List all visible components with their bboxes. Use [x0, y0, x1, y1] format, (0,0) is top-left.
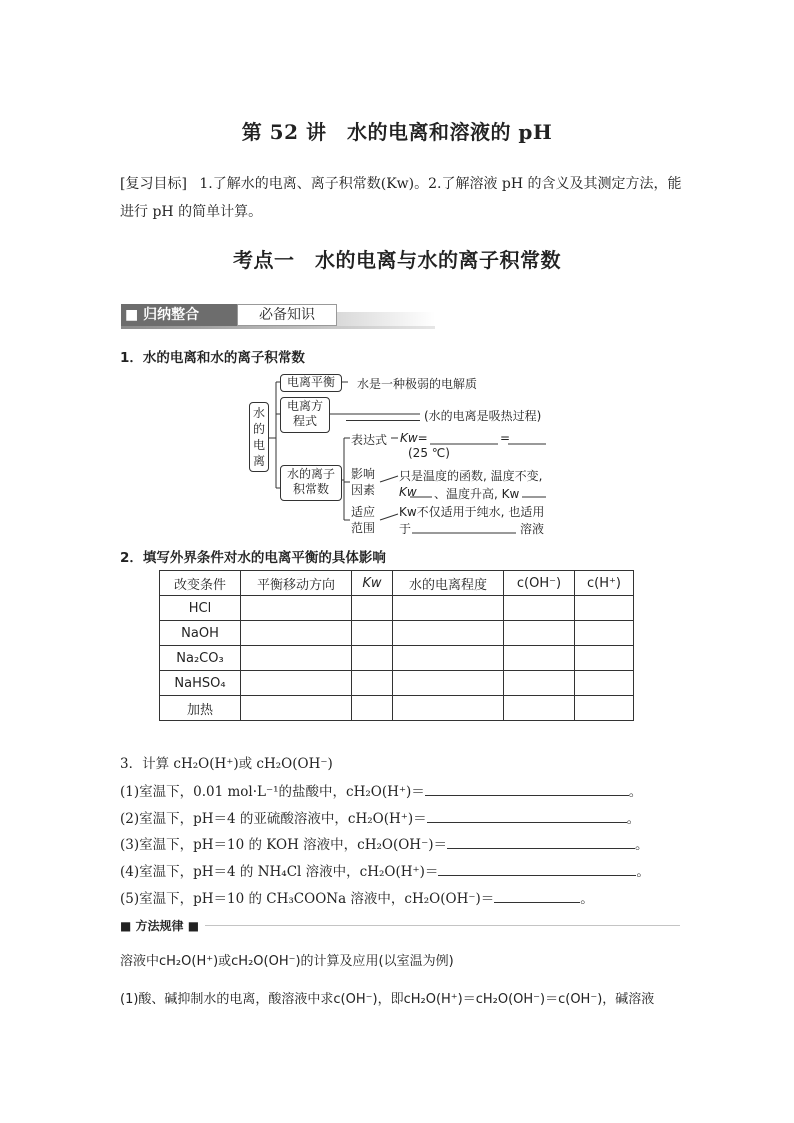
- period: 。: [580, 891, 594, 907]
- question-3: [120, 833, 648, 853]
- method-line2: (1)酸、碱抑制水的电离，酸溶液中求c(OH⁻)，即cH₂O(H⁺)＝cH₂O(OH⁻)＝c(OH⁻)，碱溶液: [120, 992, 655, 1007]
- header-cell: 改变条件: [160, 571, 241, 596]
- answer-cell[interactable]: [393, 621, 504, 646]
- question-5: [120, 887, 594, 907]
- goal-label: [复习目标]: [120, 176, 187, 192]
- branch2-text: (水的电离是吸热过程): [424, 409, 542, 423]
- effects-table: [159, 570, 634, 721]
- expr-kw: Kw=: [400, 431, 428, 445]
- answer-cell[interactable]: [575, 671, 634, 696]
- header-cell: 水的电离程度: [393, 571, 504, 596]
- scope-line2a: 于: [399, 522, 412, 536]
- answer-cell[interactable]: [241, 696, 352, 721]
- answer-blank[interactable]: [494, 890, 580, 903]
- table-row: [160, 596, 634, 621]
- expr-eq: =: [500, 431, 511, 445]
- influence-line1: 只是温度的函数, 温度不变,: [399, 469, 543, 483]
- answer-cell[interactable]: [575, 596, 634, 621]
- answer-blank[interactable]: [447, 836, 635, 849]
- answer-cell[interactable]: [575, 696, 634, 721]
- question-text: (1)室温下，0.01 mol·L⁻¹的盐酸中，cH₂O(H⁺)＝: [120, 784, 425, 800]
- answer-cell[interactable]: [504, 596, 575, 621]
- expr-temp: (25 ℃): [408, 446, 450, 460]
- answer-cell[interactable]: [575, 621, 634, 646]
- branch-ionization-equilibrium: 电离平衡: [280, 374, 342, 392]
- answer-cell[interactable]: [241, 596, 352, 621]
- branch1-text: 水是一种极弱的电解质: [357, 377, 478, 391]
- question-text: (2)室温下，pH＝4 的亚硫酸溶液中，cH₂O(H⁺)＝: [120, 811, 427, 827]
- answer-cell[interactable]: [352, 671, 393, 696]
- header-cell: 平衡移动方向: [241, 571, 352, 596]
- section-title: 考点一 水的电离与水的离子积常数: [233, 248, 561, 272]
- answer-cell[interactable]: [504, 671, 575, 696]
- question-2: [120, 807, 640, 827]
- blank-equation[interactable]: [346, 408, 420, 421]
- scope-line2b: 溶液: [520, 522, 545, 536]
- branch-ion-product: 水的离子积常数: [280, 465, 342, 501]
- condition-cell: NaHSO₄: [160, 671, 241, 696]
- banner-summary: ■ 归纳整合: [121, 304, 237, 326]
- method-line1: 溶液中cH₂O(H⁺)或cH₂O(OH⁻)的计算及应用(以室温为例): [120, 954, 454, 969]
- table-row: [160, 646, 634, 671]
- answer-cell[interactable]: [504, 646, 575, 671]
- condition-cell: Na₂CO₃: [160, 646, 241, 671]
- table-row: [160, 671, 634, 696]
- page-title: 第 52 讲 水的电离和溶液的 pH: [241, 120, 553, 144]
- header-cell: c(H⁺): [575, 571, 634, 596]
- item3-heading: 3．计算 cH₂O(H⁺)或 cH₂O(OH⁻): [120, 756, 333, 772]
- method-label: ■ 方法规律 ■: [120, 917, 205, 934]
- answer-blank[interactable]: [427, 810, 627, 823]
- period: 。: [628, 784, 643, 800]
- answer-cell[interactable]: [241, 671, 352, 696]
- answer-cell[interactable]: [504, 621, 575, 646]
- influence-kw: Kw: [399, 485, 417, 499]
- influence-line2: 、温度升高, Kw: [434, 487, 520, 501]
- answer-blank[interactable]: [438, 863, 636, 876]
- scope-label: 适应范围: [351, 505, 376, 535]
- branch-ionization-equation: 电离方程式: [280, 397, 330, 433]
- answer-cell[interactable]: [352, 621, 393, 646]
- condition-cell: 加热: [160, 696, 241, 721]
- question-text: (5)室温下，pH＝10 的 CH₃COONa 溶液中，cH₂O(OH⁻)＝: [120, 891, 495, 907]
- answer-cell[interactable]: [393, 696, 504, 721]
- answer-cell[interactable]: [575, 646, 634, 671]
- period: 。: [626, 811, 641, 827]
- influence-label: 影响因素: [351, 467, 376, 497]
- review-goals: [120, 170, 682, 226]
- answer-blank[interactable]: [425, 783, 629, 796]
- answer-cell[interactable]: [352, 696, 393, 721]
- header-cell: Kw: [352, 571, 393, 596]
- question-1: [120, 780, 642, 800]
- section-banner: [121, 304, 435, 328]
- answer-cell[interactable]: [241, 646, 352, 671]
- answer-cell[interactable]: [352, 596, 393, 621]
- question-text: (3)室温下，pH＝10 的 KOH 溶液中，cH₂O(OH⁻)＝: [120, 837, 447, 853]
- answer-cell[interactable]: [393, 646, 504, 671]
- root-box: 水的电离: [249, 402, 269, 472]
- period: 。: [634, 837, 649, 853]
- answer-cell[interactable]: [504, 696, 575, 721]
- table-row: [160, 696, 634, 721]
- condition-cell: HCl: [160, 596, 241, 621]
- item1-heading: 1．水的电离和水的离子积常数: [120, 350, 305, 366]
- condition-cell: NaOH: [160, 621, 241, 646]
- answer-cell[interactable]: [352, 646, 393, 671]
- expr-label: 表达式: [351, 433, 388, 447]
- scope-line1: Kw不仅适用于纯水, 也适用: [399, 505, 545, 519]
- goal-text: 1.了解水的电离、离子积常数(Kw)。2.了解溶液 pH 的含义及其测定方法，能进行 pH 的简单计算。: [120, 176, 682, 220]
- question-4: [120, 860, 650, 880]
- table-row: [160, 621, 634, 646]
- answer-cell[interactable]: [393, 596, 504, 621]
- header-cell: c(OH⁻): [504, 571, 575, 596]
- answer-cell[interactable]: [393, 671, 504, 696]
- item2-heading: 2．填写外界条件对水的电离平衡的具体影响: [120, 550, 386, 566]
- table-header-row: [160, 571, 634, 596]
- question-text: (4)室温下，pH＝4 的 NH₄Cl 溶液中，cH₂O(H⁺)＝: [120, 864, 439, 880]
- banner-essential: 必备知识: [237, 304, 337, 326]
- period: 。: [636, 864, 650, 880]
- answer-cell[interactable]: [241, 621, 352, 646]
